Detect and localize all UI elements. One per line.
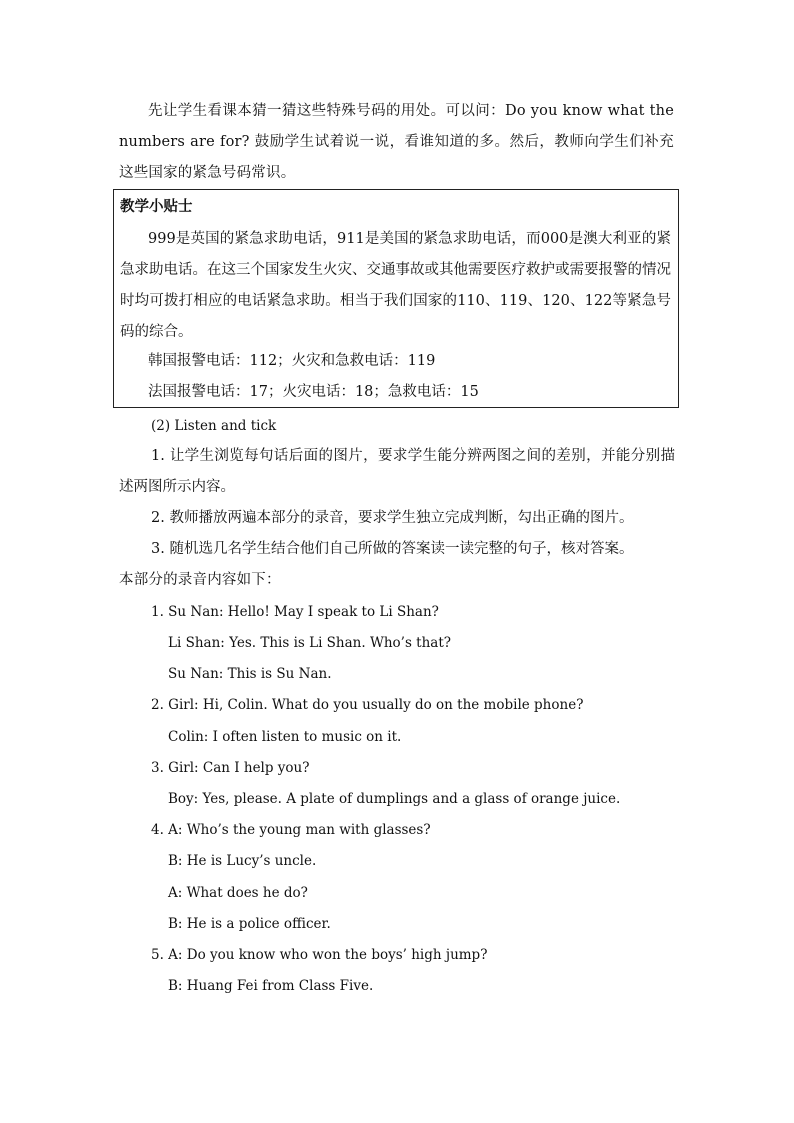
tip-title: 教学小贴士 xyxy=(120,199,193,215)
step-2: 2. 教师播放两遍本部分的录音，要求学生独立完成判断，勾出正确的图片。 xyxy=(151,510,634,526)
dialogue-line: B: He is a police officer. xyxy=(168,916,331,932)
step-1: 1. 让学生浏览每句话后面的图片，要求学生能分辨两图之间的差别，并能分别描述两图所示内容。 xyxy=(119,448,675,495)
dialogue-line: A: What does he do? xyxy=(168,885,308,901)
tip-body: 999是英国的紧急求助电话，911是美国的紧急求助电话，而000是澳大利亚的紧急求助电话。在这三个国家发生火灾、交通事故或其他需要医疗救护或需要报警的情况时均可拨打相应的电话紧急求助。相当于我们国家的110、119、120、122等紧急号码的综合。 xyxy=(120,231,671,340)
dialogue-line: Su Nan: This is Su Nan. xyxy=(168,666,332,682)
dialogue-line: 4. A: Who’s the young man with glasses? xyxy=(151,822,431,838)
dialogue-line: Li Shan: Yes. This is Li Shan. Who’s that? xyxy=(168,635,451,651)
dialogue-line: B: He is Lucy’s uncle. xyxy=(168,853,317,869)
dialogue-line: B: Huang Fei from Class Five. xyxy=(168,978,374,994)
intro-paragraph: 先让学生看课本猜一猜这些特殊号码的用处。可以问：Do you know what the numbers are for? 鼓励学生试着说一说，看谁知道的多。然后，教师向学生们补充这些国家的紧急号码常识。 xyxy=(119,103,674,181)
dialogue-line: 2. Girl: Hi, Colin. What do you usually do on the mobile phone? xyxy=(151,697,584,713)
dialogue-line: Colin: I often listen to music on it. xyxy=(168,729,402,745)
recording-intro: 本部分的录音内容如下： xyxy=(119,572,281,588)
teaching-tip-box xyxy=(113,189,679,408)
tip-france-numbers: 法国报警电话：17；火灾电话：18；急救电话：15 xyxy=(148,384,479,400)
tip-korea-numbers: 韩国报警电话：112；火灾和急救电话：119 xyxy=(148,353,436,369)
dialogue-line: 1. Su Nan: Hello! May I speak to Li Shan? xyxy=(151,604,439,620)
dialogue-line: Boy: Yes, please. A plate of dumplings and a glass of orange juice. xyxy=(168,791,621,807)
step-3: 3. 随机选几名学生结合他们自己所做的答案读一读完整的句子，核对答案。 xyxy=(151,541,634,557)
section-heading: (2) Listen and tick xyxy=(151,418,277,434)
dialogue-line: 5. A: Do you know who won the boys’ high jump? xyxy=(151,947,488,963)
dialogue-line: 3. Girl: Can I help you? xyxy=(151,760,310,776)
